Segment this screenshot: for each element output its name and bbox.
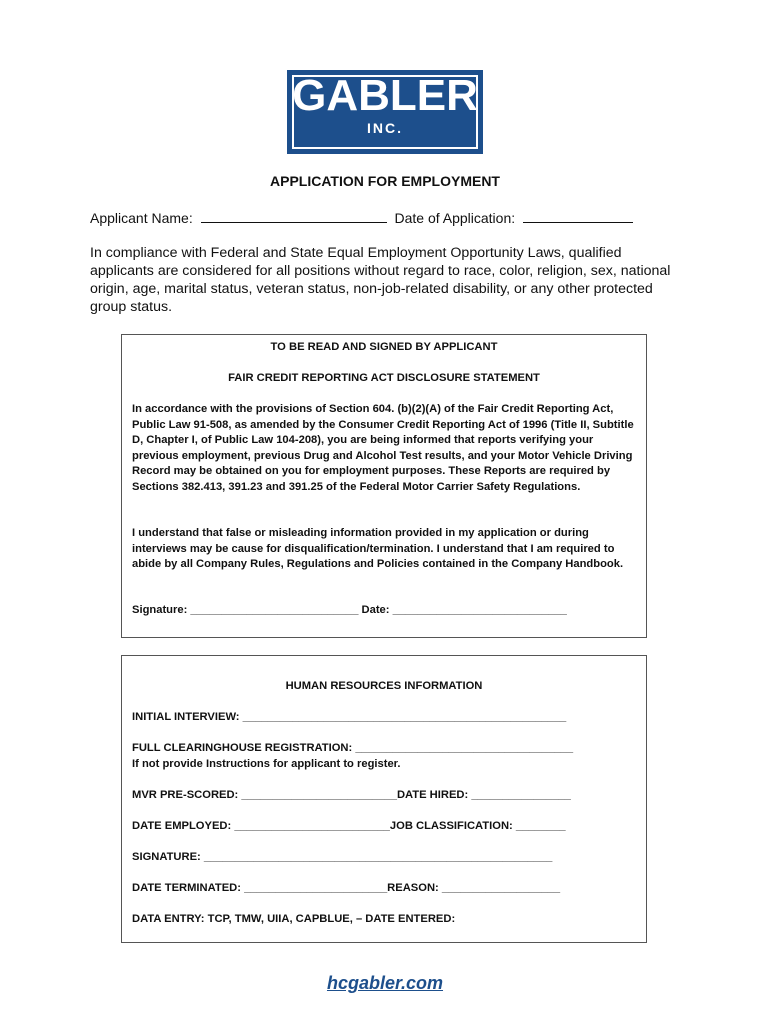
mvr-hired-line[interactable]: MVR PRE-SCORED: _________________________DATE HIRED: ________________ <box>132 789 571 801</box>
hr-heading: HUMAN RESOURCES INFORMATION <box>285 680 483 692</box>
hr-information-box <box>121 655 647 943</box>
page-title: APPLICATION FOR EMPLOYMENT <box>270 173 500 189</box>
company-logo <box>287 70 483 154</box>
applicant-name-field[interactable] <box>201 208 387 223</box>
applicant-name-label: Applicant Name: <box>90 210 193 226</box>
logo-suffix: INC. <box>367 120 403 136</box>
applicant-signature-line[interactable]: Signature: ___________________________ Date: ____________________________ <box>132 604 567 616</box>
disclosure-subheading: FAIR CREDIT REPORTING ACT DISCLOSURE STATEMENT <box>228 372 540 384</box>
eeo-statement: In compliance with Federal and State Equal Employment Opportunity Laws, qualified applicants are considered for all positions without regard to race, color, religion, sex, national origin, age, marital status, veteran status, non-job-related disability, or any other protected group status. <box>90 245 671 315</box>
clearinghouse-note: If not provide Instructions for applicant to register. <box>132 758 401 770</box>
hr-signature-line[interactable]: SIGNATURE: ________________________________________________________ <box>132 851 553 863</box>
website-link[interactable]: hcgabler.com <box>326 973 444 993</box>
disclosure-paragraph-1: In accordance with the provisions of Section 604. (b)(2)(A) of the Fair Credit Reporting Act, Public Law 91-508, as amended by the Consumer Credit Reporting Act of 1996 (Title II, Subtitle D, Chapter I, of Public Law 104-208), you are being informed that reports verifying your previous employment, previous Drug and Alcohol Test results, and your Motor Vehicle Driving Record may be obtained on you for employment purposes. These Reports are required by Sections 382.413, 391.23 and 391.25 of the Federal Motor Carrier Safety Regulations. <box>132 403 634 493</box>
logo-name: GABLER <box>292 71 478 120</box>
terminated-reason-line[interactable]: DATE TERMINATED: _______________________REASON: ___________________ <box>132 882 561 894</box>
fcra-disclosure-box <box>121 334 647 638</box>
clearinghouse-line[interactable]: FULL CLEARINGHOUSE REGISTRATION: ___________________________________ <box>132 742 574 754</box>
initial-interview-line[interactable]: INITIAL INTERVIEW: ____________________________________________________ <box>132 711 567 723</box>
employed-classification-line[interactable]: DATE EMPLOYED: _________________________JOB CLASSIFICATION: ________ <box>132 820 566 832</box>
disclosure-heading: TO BE READ AND SIGNED BY APPLICANT <box>270 341 498 353</box>
data-entry-line: DATA ENTRY: TCP, TMW, UIIA, CAPBLUE, – DATE ENTERED: <box>132 913 456 925</box>
date-of-application-label: Date of Application: <box>394 210 516 226</box>
applicant-row <box>90 208 633 226</box>
disclosure-paragraph-2: I understand that false or misleading information provided in my application or during interviews may be cause for disqualification/termination. I understand that I am required to abide by all Company Rules, Regulations and Policies contained in the Company Handbook. <box>132 527 624 570</box>
date-of-application-field[interactable] <box>523 208 633 223</box>
